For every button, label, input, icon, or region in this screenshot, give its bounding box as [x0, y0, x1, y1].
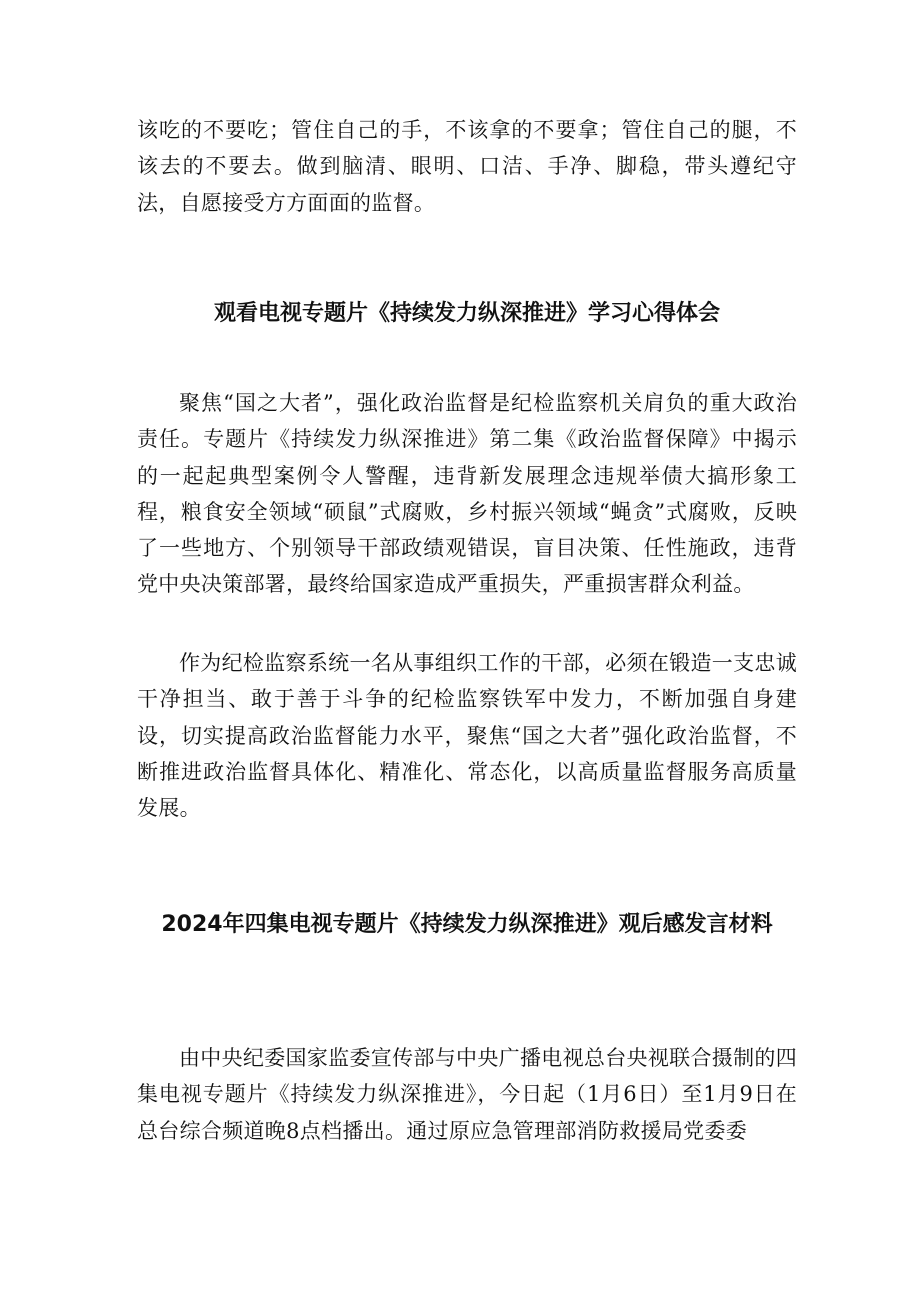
paragraph-cadre-commitment: 作为纪检监察系统一名从事组织工作的干部，必须在锻造一支忠诚干净担当、敢于善于斗争的纪检监察铁军中发力，不断加强自身建设，切实提高政治监督能力水平，聚焦“国之大者”强化政治监督，不断推进政治监督具体化、精准化、常态化，以高质量监督服务高质量发展。 — [137, 651, 797, 821]
section-heading-speech-material: 2024年四集电视专题片《持续发力纵深推进》观后感发言材料 — [161, 912, 773, 937]
paragraph-political-supervision: 聚焦“国之大者”，强化政治监督是纪检监察机关肩负的重大政治责任。专题片《持续发力纵深推进》第二集《政治监督保障》中揭示的一起起典型案例令人警醒，违背新发展理念违规举债大搞形象工程，粮食安全领域“硕鼠”式腐败，乡村振兴领域“蝇贪”式腐败，反映了一些地方、个别领导干部政绩观错误，盲目决策、任性施政，违背党中央决策部署，最终给国家造成严重损失，严重损害群众利益。 — [137, 391, 797, 597]
paragraph-continued: 该吃的不要吃；管住自己的手，不该拿的不要拿；管住自己的腿，不该去的不要去。做到脑清、眼明、口洁、手净、脚稳，带头遵纪守法，自愿接受方方面面的监督。 — [137, 118, 797, 215]
section-heading-study-reflection: 观看电视专题片《持续发力纵深推进》学习心得体会 — [213, 301, 720, 326]
paragraph-documentary-intro: 由中央纪委国家监委宣传部与中央广播电视总台央视联合摄制的四集电视专题片《持续发力纵深推进》，今日起（1月6日）至1月9日在总台综合频道晚8点档播出。通过原应急管理部消防救援局党委委 — [137, 1046, 797, 1143]
